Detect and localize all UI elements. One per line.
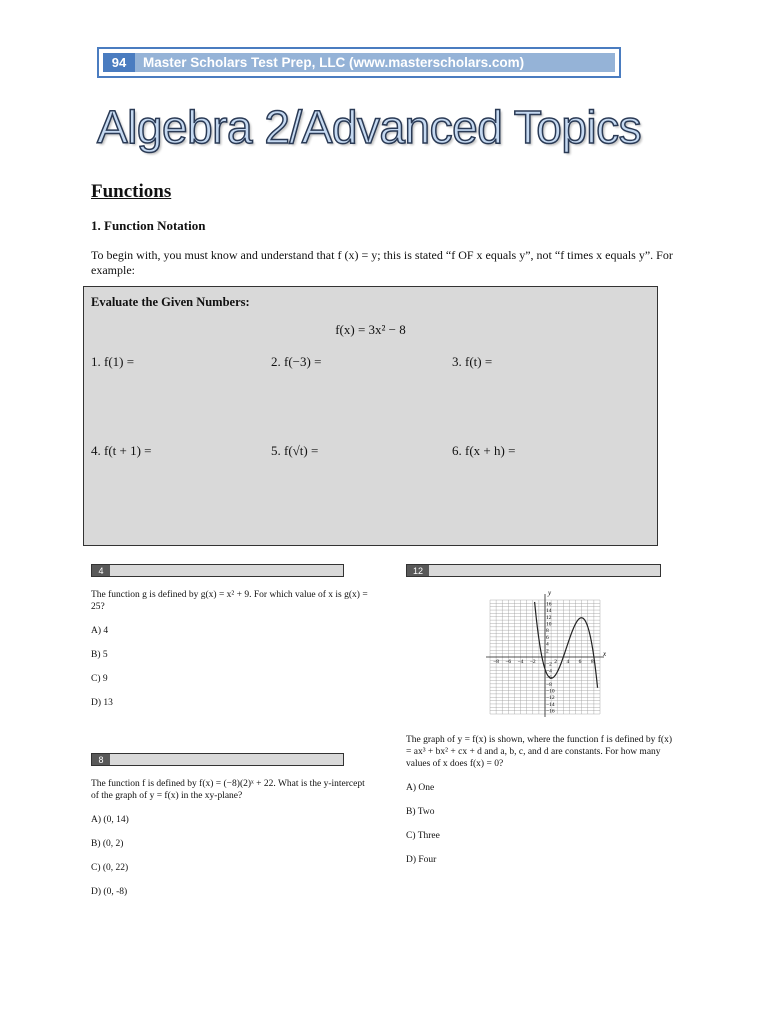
y-tick-label: −4 <box>546 668 552 675</box>
x-tick-label: 4 <box>566 659 570 665</box>
graph-y-label: y <box>548 589 552 597</box>
question-12-bar <box>406 564 661 577</box>
question-8-option-c: C) (0, 22) <box>91 863 129 873</box>
y-tick-label: 4 <box>546 641 549 648</box>
question-12-option-c: C) Three <box>406 831 440 841</box>
evaluate-equation: f(x) = 3x² − 8 <box>335 322 406 337</box>
graph-curve <box>535 602 598 688</box>
question-8-option-a: A) (0, 14) <box>91 815 129 825</box>
question-4-number: 4 <box>92 565 110 576</box>
y-tick-label: 2 <box>546 648 549 655</box>
question-8-bar <box>91 753 344 766</box>
y-tick-label: −8 <box>546 681 552 688</box>
y-tick-label: −12 <box>546 695 555 702</box>
evaluate-item-1: 1. f(1) = <box>91 354 135 369</box>
x-tick-label: −4 <box>517 659 524 665</box>
y-tick-label: 12 <box>546 614 552 621</box>
question-4-bar <box>91 564 344 577</box>
question-4-option-a: A) 4 <box>91 626 109 636</box>
x-tick-label: −8 <box>493 659 499 665</box>
section-title: Functions <box>91 181 172 202</box>
question-4-option-b: B) 5 <box>91 650 108 660</box>
evaluate-box-title: Evaluate the Given Numbers: <box>91 295 250 309</box>
y-tick-label: 14 <box>546 608 552 615</box>
x-tick-label: −2 <box>529 659 536 665</box>
x-tick-label: 2 <box>554 659 557 665</box>
page-number: 94 <box>103 53 135 72</box>
y-tick-label: −6 <box>546 675 552 682</box>
graph-axes <box>486 594 604 717</box>
question-8-option-d: D) (0, -8) <box>91 887 128 897</box>
y-tick-label: 8 <box>546 628 549 635</box>
section-subtitle: 1. Function Notation <box>91 218 206 233</box>
y-tick-label: 10 <box>546 621 552 628</box>
x-tick-label: −6 <box>505 659 512 665</box>
cubic-graph <box>480 588 610 722</box>
evaluate-item-4: 4. f(t + 1) = <box>91 443 152 458</box>
evaluate-box <box>83 286 658 546</box>
document-title: Algebra 2/Advanced Topics <box>97 101 642 153</box>
evaluate-item-3: 3. f(t) = <box>452 354 493 369</box>
question-12-option-d: D) Four <box>406 855 437 865</box>
question-12-option-a: A) One <box>406 783 435 793</box>
intro-paragraph: To begin with, you must know and understand that f (x) = y; this is stated “f OF x equals y”, not “f times x equals y”. For example: <box>91 248 673 277</box>
question-4-text: The function g is defined by g(x) = x² + 9. For which value of x is g(x) = 25? <box>91 590 368 612</box>
question-12-option-b: B) Two <box>406 807 435 817</box>
question-12-text: The graph of y = f(x) is shown, where the function f is defined by f(x) = ax³ + bx² + cx + d and a, b, c, and d are constants. For how many values of x does f(x) = 0? <box>406 735 673 769</box>
page-header <box>97 47 621 78</box>
graph-x-label: x <box>603 650 607 658</box>
y-tick-label: −16 <box>546 708 555 715</box>
question-8-text: The function f is defined by f(x) = (−8)(2)ˣ + 22. What is the y-intercept of the graph of y = f(x) in the xy-plane? <box>91 779 365 801</box>
page-header-band <box>103 53 615 72</box>
question-4-option-c: C) 9 <box>91 674 108 684</box>
question-8-number: 8 <box>92 754 110 765</box>
header-text: Master Scholars Test Prep, LLC (www.masterscholars.com) <box>143 55 525 70</box>
y-tick-label: 6 <box>546 634 549 641</box>
x-tick-label: 8 <box>590 659 594 665</box>
x-tick-label: 6 <box>578 659 582 665</box>
y-tick-label: −14 <box>546 701 555 708</box>
y-tick-label: 16 <box>546 601 552 608</box>
evaluate-item-5: 5. f(√t) = <box>271 443 319 458</box>
question-8-option-b: B) (0, 2) <box>91 839 124 849</box>
question-12-number: 12 <box>407 565 429 576</box>
evaluate-item-2: 2. f(−3) = <box>271 354 322 369</box>
y-tick-label: −2 <box>546 661 552 668</box>
question-4-option-d: D) 13 <box>91 698 113 708</box>
y-tick-label: −10 <box>546 688 555 695</box>
evaluate-item-6: 6. f(x + h) = <box>452 443 516 458</box>
